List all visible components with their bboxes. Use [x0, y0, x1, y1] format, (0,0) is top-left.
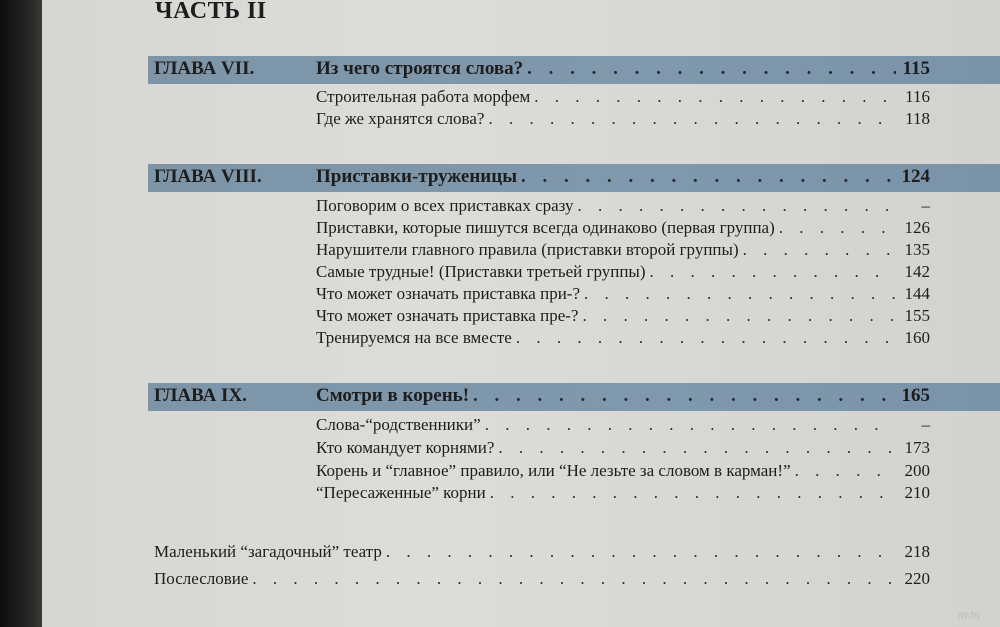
chapter-title: Смотри в корень! — [316, 385, 470, 406]
page-number: 124 — [901, 166, 930, 187]
page-number: 218 — [904, 542, 930, 561]
page-number: 135 — [904, 240, 930, 259]
leader-dots — [473, 385, 896, 407]
entry-title: Слова-“родственники” — [316, 415, 481, 434]
toc-entry — [316, 87, 930, 109]
toc-entry — [316, 196, 930, 218]
entry-title: Поговорим о всех приставках сразу — [316, 196, 574, 215]
part-title: ЧАСТЬ II — [155, 0, 267, 24]
toc-entry — [316, 328, 930, 350]
leader-dots — [516, 328, 896, 348]
leader-dots — [252, 569, 896, 589]
page-number: 116 — [905, 87, 930, 106]
leader-dots — [527, 58, 896, 80]
leader-dots — [795, 461, 896, 481]
page-number: – — [921, 415, 930, 434]
entry-title: Строительная работа морфем — [316, 87, 531, 106]
book-spine-shadow — [0, 0, 42, 627]
toc-entry — [316, 109, 930, 131]
entry-title: Корень и “главное” правило, или “Не лезьте за словом в карман!” — [316, 461, 791, 480]
leader-dots — [650, 262, 896, 282]
toc-entry — [316, 262, 930, 284]
entry-title: Что может означать приставка при-? — [316, 284, 580, 303]
toc-entry — [316, 461, 930, 483]
leader-dots — [498, 438, 896, 458]
leader-dots — [386, 542, 896, 562]
page-number: 142 — [904, 262, 930, 281]
toc-entry — [154, 542, 930, 564]
entry-title: “Пересаженные” корни — [316, 483, 486, 502]
leader-dots — [521, 166, 896, 188]
entry-title: Где же хранятся слова? — [316, 109, 485, 128]
leader-dots — [488, 109, 896, 129]
toc-chapter-entry — [316, 58, 930, 80]
toc-entry — [154, 569, 930, 591]
toc-entry — [316, 240, 930, 262]
entry-title: Маленький “загадочный” театр — [154, 542, 382, 561]
toc-entry — [316, 218, 930, 240]
leader-dots — [578, 196, 896, 216]
page-number: – — [921, 196, 930, 215]
leader-dots — [534, 87, 896, 107]
chapter-label: ГЛАВА IX. — [154, 385, 247, 406]
leader-dots — [779, 218, 896, 238]
page-number: 144 — [904, 284, 930, 303]
book-page — [42, 0, 1000, 627]
watermark: ay.by — [958, 610, 982, 621]
chapter-title: Приставки-труженицы — [316, 166, 518, 187]
chapter-label: ГЛАВА VII. — [154, 58, 255, 79]
entry-title: Нарушители главного правила (приставки второй группы) — [316, 240, 739, 259]
entry-title: Послесловие — [154, 569, 249, 588]
toc-chapter-entry — [316, 166, 930, 188]
toc-chapter-entry — [316, 385, 930, 407]
entry-title: Самые трудные! (Приставки третьей группы) — [316, 262, 646, 281]
page-number: 220 — [904, 569, 930, 588]
entry-title: Кто командует корнями? — [316, 438, 495, 457]
page-number: 200 — [904, 461, 930, 480]
page-number: 155 — [904, 306, 930, 325]
leader-dots — [582, 306, 896, 326]
page-number: 173 — [904, 438, 930, 457]
chapter-title: Из чего строятся слова? — [316, 58, 524, 79]
leader-dots — [485, 415, 896, 435]
page-number: 165 — [901, 385, 930, 406]
leader-dots — [743, 240, 896, 260]
entry-title: Приставки, которые пишутся всегда одинаково (первая группа) — [316, 218, 775, 237]
page-number: 118 — [905, 109, 930, 128]
page-number: 115 — [902, 58, 930, 79]
toc-entry — [316, 438, 930, 460]
toc-entry — [316, 284, 930, 306]
chapter-label: ГЛАВА VIII. — [154, 166, 262, 187]
toc-entry — [316, 483, 930, 505]
page-number: 126 — [904, 218, 930, 237]
leader-dots — [584, 284, 896, 304]
page-number: 210 — [904, 483, 930, 502]
entry-title: Что может означать приставка пре-? — [316, 306, 579, 325]
toc-entry — [316, 415, 930, 437]
leader-dots — [490, 483, 896, 503]
page-number: 160 — [904, 328, 930, 347]
toc-entry — [316, 306, 930, 328]
entry-title: Тренируемся на все вместе — [316, 328, 512, 347]
